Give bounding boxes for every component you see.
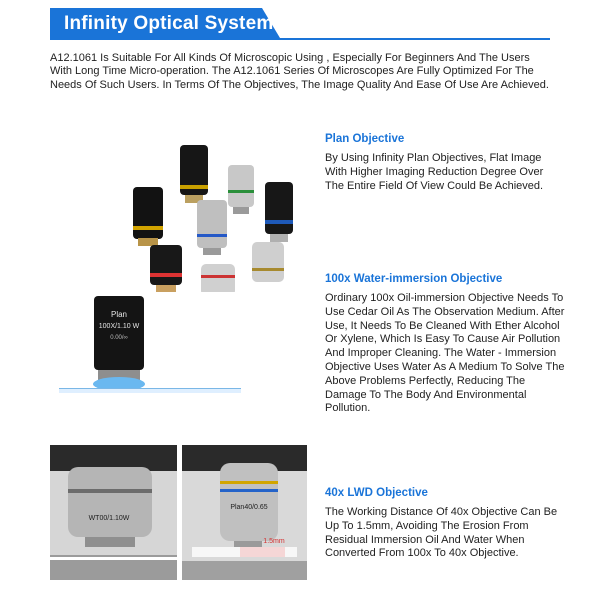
water-objective-body: Ordinary 100x Oil-immersion Objective Needs To Use Cedar Oil As The Observation Medium. After Use, It Needs To Be Cleaned With Ether Alcohol Or Xylene, Which Is Easy To Cause Air Pollution And Improper Cleaning. The Water - Immersion Objective Uses Water As A Medium To Solve The Above Problems Perfectly, Reducing The Damage To The Body And Environmental Pollution. [325, 292, 565, 415]
lwd-objective-title: 40x LWD Objective [325, 487, 428, 499]
objective-label-line3: 0.00/∞ [110, 335, 128, 341]
section-header [50, 8, 550, 42]
lwd-objective-body: The Working Distance Of 40x Objective Can Be Up To 1.5mm, Avoiding The Erosion From Residual Immersion Oil And Water When Converted From 100x To 40x Objective. [325, 506, 558, 560]
objective-silver-3 [252, 242, 284, 282]
objective-silver-2 [197, 200, 227, 255]
water-objective-title: 100x Water-immersion Objective [325, 273, 503, 285]
objective-label-line2: 100X/1.10 W [98, 323, 140, 330]
water-immersion-image [55, 292, 245, 398]
lwd-measure-label: 1.5mm [263, 538, 285, 545]
objective-black-1 [180, 145, 208, 203]
lwd-photo-right [182, 445, 307, 580]
section-title: Infinity Optical System [64, 13, 274, 34]
objective-black-3 [265, 182, 293, 242]
lwd-photo-left [50, 445, 177, 580]
lwd-left-label: WT00/1.10W [88, 515, 130, 522]
objective-black-4 [150, 245, 182, 292]
objective-label-line1: Plan [110, 310, 128, 319]
objective-black-2 [133, 187, 163, 246]
intro-paragraph: A12.1061 Is Suitable For All Kinds Of Microscopic Using , Especially For Beginners And The Users With Long Time Micro-operation. The A12.1061 Series Of Microscopes Are Fully Optimized For The Needs Of Such Users. In Terms Of The Objectives, The Image Quality And Ease Of Use Are Achieved. [50, 52, 549, 91]
header-rule [50, 38, 550, 40]
plan-objective-body: By Using Infinity Plan Objectives, Flat Image With Higher Imaging Reduction Degree Over The Entire Field Of View Could Be Achieved. [325, 152, 544, 192]
objectives-group-image [125, 130, 305, 310]
objective-silver-1 [228, 165, 254, 214]
lwd-right-label: Plan40/0.65 [230, 504, 268, 511]
plan-objective-title: Plan Objective [325, 133, 405, 145]
